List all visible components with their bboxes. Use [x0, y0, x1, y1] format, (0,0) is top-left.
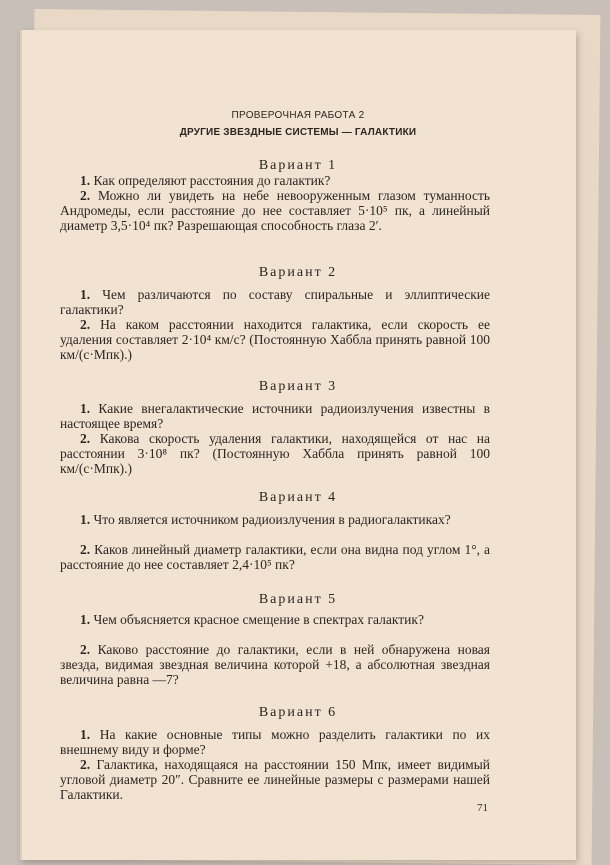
question-number: 2. — [80, 542, 91, 557]
question-text: На каком расстоянии находится галактика, если скорость ее удаления составляет 2·10⁴ км/с? (Постоянную Хаббла принять равной 100 км/(с·Мпк).) — [60, 317, 490, 362]
variant-1-question-1 — [60, 173, 490, 188]
question-text: Как определяют расстояния до галактик? — [93, 173, 331, 188]
question-text: Какова скорость удаления галактики, находящейся от нас на расстоянии 3·10⁸ пк? (Постоянную Хаббла принять равной 100 км/(с·Мпк).) — [60, 431, 490, 476]
variant-2-question-2 — [60, 317, 490, 362]
book-page — [20, 30, 576, 860]
question-number: 2. — [80, 642, 91, 657]
question-text: Чем объясняется красное смещение в спектрах галактик? — [93, 612, 424, 627]
question-number: 1. — [80, 727, 91, 742]
question-number: 1. — [80, 173, 91, 188]
variant-2-question-1 — [60, 287, 490, 317]
variant-2-title: Вариант 2 — [258, 265, 338, 280]
question-number: 1. — [80, 512, 91, 527]
variant-5-question-2 — [60, 642, 490, 687]
topic-title: ДРУГИЕ ЗВЕЗДНЫЕ СИСТЕМЫ — ГАЛАКТИКИ — [179, 127, 417, 138]
question-text: На какие основные типы можно разделить галактики по их внешнему виду и форме? — [60, 727, 490, 757]
variant-3-question-2 — [60, 431, 490, 476]
work-title: ПРОВЕРОЧНАЯ РАБОТА 2 — [231, 110, 365, 121]
question-number: 2. — [80, 188, 91, 203]
variant-1-question-2 — [60, 188, 490, 233]
question-number: 1. — [80, 612, 91, 627]
question-text: Каков линейный диаметр галактики, если она видна под углом 1°, а расстояние до нее составляет 2,4·10⁵ пк? — [60, 542, 491, 572]
variant-6-title: Вариант 6 — [258, 705, 338, 720]
variant-3-question-1 — [60, 401, 490, 431]
question-number: 2. — [80, 317, 91, 332]
page-number: 71 — [477, 802, 488, 814]
variant-5-title: Вариант 5 — [258, 592, 338, 607]
variant-1-title: Вариант 1 — [258, 158, 338, 173]
variant-4-title: Вариант 4 — [258, 490, 338, 505]
question-text: Можно ли увидеть на небе невооруженным глазом туманность Андромеды, если расстояние до нее составляет 5·10⁵ пк, а линейный диаметр 3,5·10⁴ пк? Разрешающая способность глаза 2′. — [60, 188, 490, 233]
variant-4-question-2 — [60, 542, 490, 572]
page-crease — [20, 30, 22, 860]
variant-3-title: Вариант 3 — [258, 379, 338, 394]
question-number: 2. — [80, 431, 91, 446]
question-text: Какие внегалактические источники радиоизлучения известны в настоящее время? — [60, 401, 491, 431]
question-text: Галактика, находящаяся на расстоянии 150 Мпк, имеет видимый угловой диаметр 20″. Сравните ее линейные размеры с размерами нашей Галактики. — [60, 757, 491, 802]
variant-5-question-1 — [60, 612, 490, 627]
question-number: 1. — [80, 287, 91, 302]
variant-4-question-1 — [60, 512, 490, 527]
question-number: 2. — [80, 757, 91, 772]
question-number: 1. — [80, 401, 91, 416]
question-text: Каково расстояние до галактики, если в ней обнаружена новая звезда, видимая звездная величина которой +18, а абсолютная звездная величина равна —7? — [60, 642, 491, 687]
variant-6-question-1 — [60, 727, 490, 757]
variant-6-question-2 — [60, 757, 490, 802]
question-text: Чем различаются по составу спиральные и эллиптические галактики? — [60, 287, 490, 317]
question-text: Что является источником радиоизлучения в радиогалактиках? — [93, 512, 451, 527]
